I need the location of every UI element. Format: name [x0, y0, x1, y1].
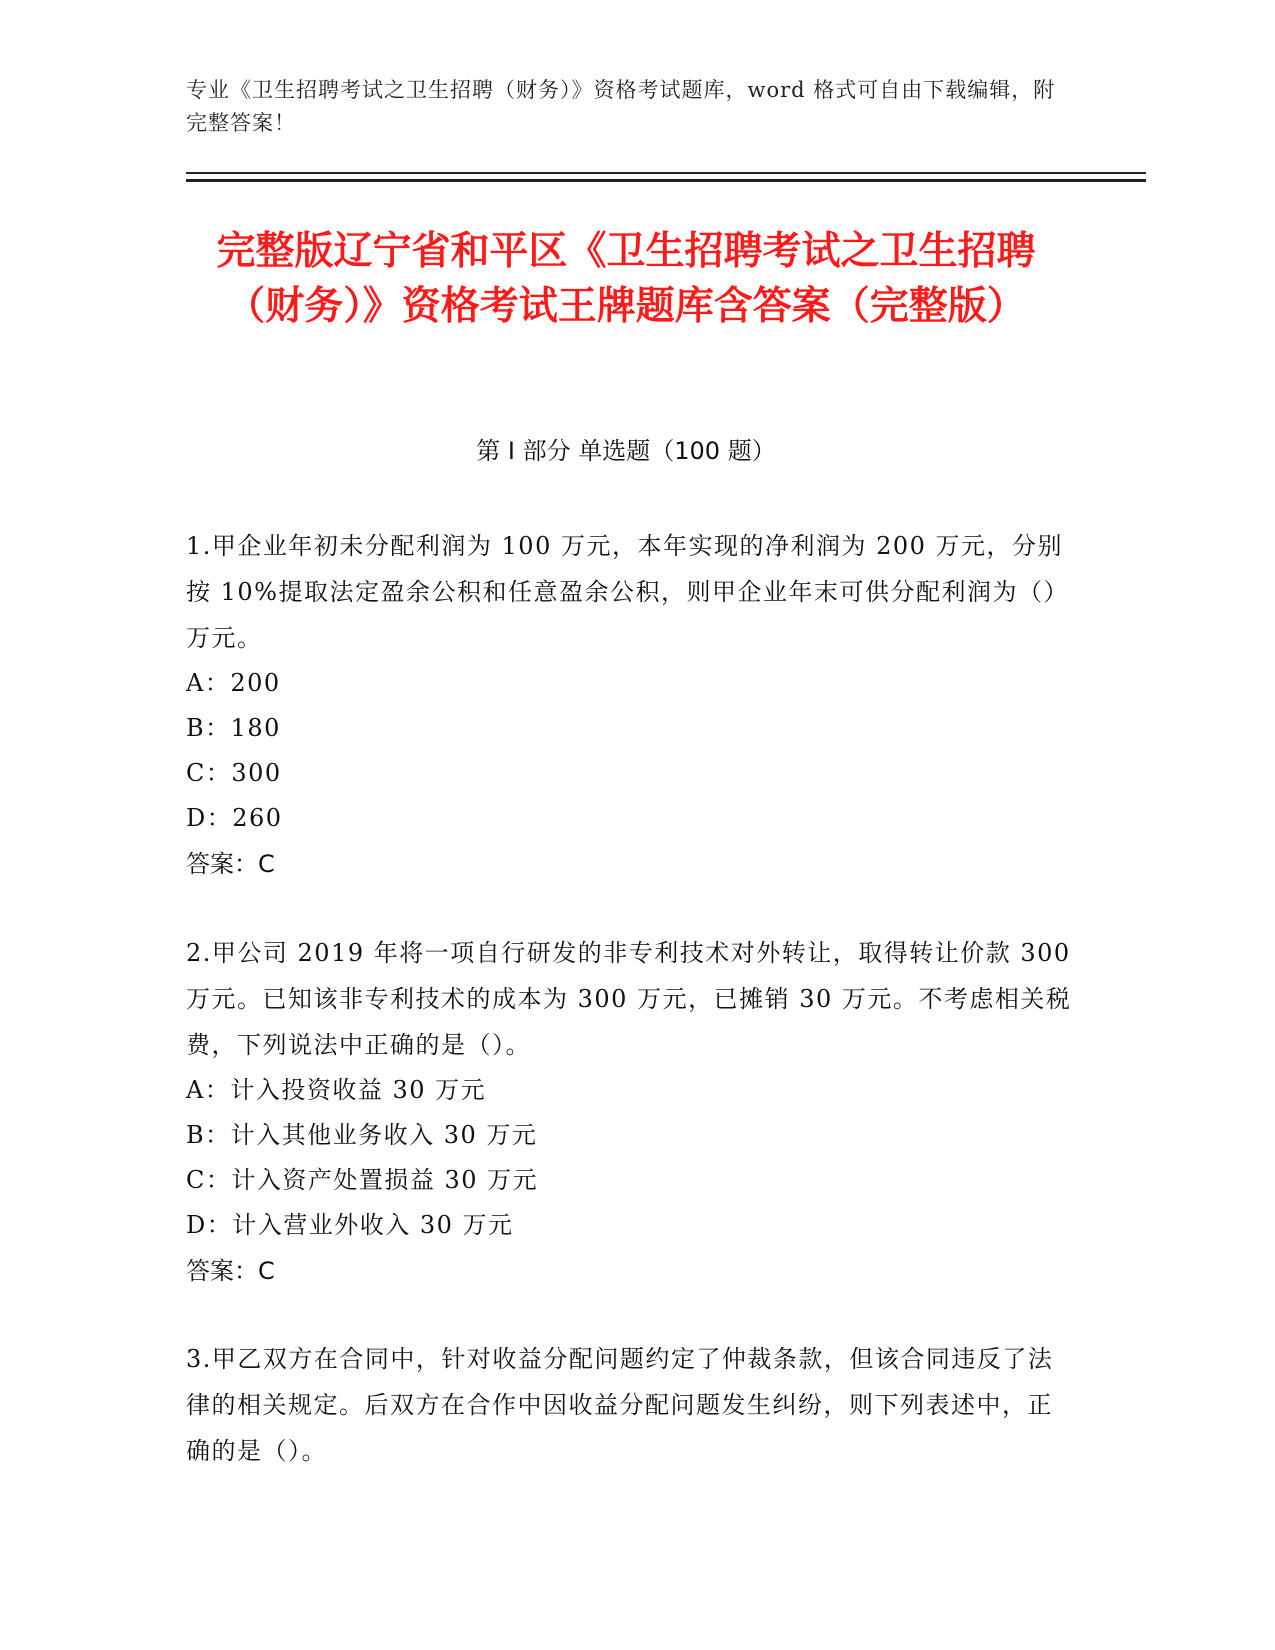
question-1	[186, 523, 1076, 887]
answer-line: 答案：C	[186, 1257, 275, 1285]
question-stem: 3.甲乙双方在合同中，针对收益分配问题约定了仲裁条款，但该合同违反了法律的相关规定。后双方在合作中因收益分配问题发生纠纷，则下列表述中，正确的是（）。	[186, 1345, 1054, 1465]
option-c: C：300	[186, 759, 282, 787]
header-divider-thick	[186, 179, 1146, 182]
option-list	[186, 1068, 1076, 1248]
question-stem: 2.甲公司 2019 年将一项自行研发的非专利技术对外转让，取得转让价款 300 万元。已知该非专利技术的成本为 300 万元，已摊销 30 万元。不考虑相关税费，下列说法中正确的是（）。	[186, 939, 1072, 1059]
option-d: D：260	[186, 804, 283, 832]
header-note: 专业《卫生招聘考试之卫生招聘（财务）》资格考试题库，word 格式可自由下载编辑，附完整答案！	[186, 78, 1056, 135]
question-3	[186, 1336, 1076, 1474]
question-2	[186, 930, 1076, 1294]
document-title: 完整版辽宁省和平区《卫生招聘考试之卫生招聘（财务）》资格考试王牌题库含答案（完整版）	[216, 229, 1036, 329]
question-stem: 1.甲企业年初未分配利润为 100 万元，本年实现的净利润为 200 万元，分别按 10%提取法定盈余公积和任意盈余公积，则甲企业年末可供分配利润为（）万元。	[186, 532, 1069, 652]
option-b: B：计入其他业务收入 30 万元	[186, 1121, 538, 1149]
option-a: A：计入投资收益 30 万元	[186, 1076, 487, 1104]
answer-line: 答案：C	[186, 850, 275, 878]
option-c: C：计入资产处置损益 30 万元	[186, 1166, 539, 1194]
option-list	[186, 661, 1076, 841]
section-title: 第 I 部分 单选题（100 题）	[476, 437, 776, 465]
option-b: B：180	[186, 714, 281, 742]
header-divider-thin	[186, 172, 1146, 174]
option-d: D：计入营业外收入 30 万元	[186, 1211, 514, 1239]
option-a: A：200	[186, 669, 281, 697]
